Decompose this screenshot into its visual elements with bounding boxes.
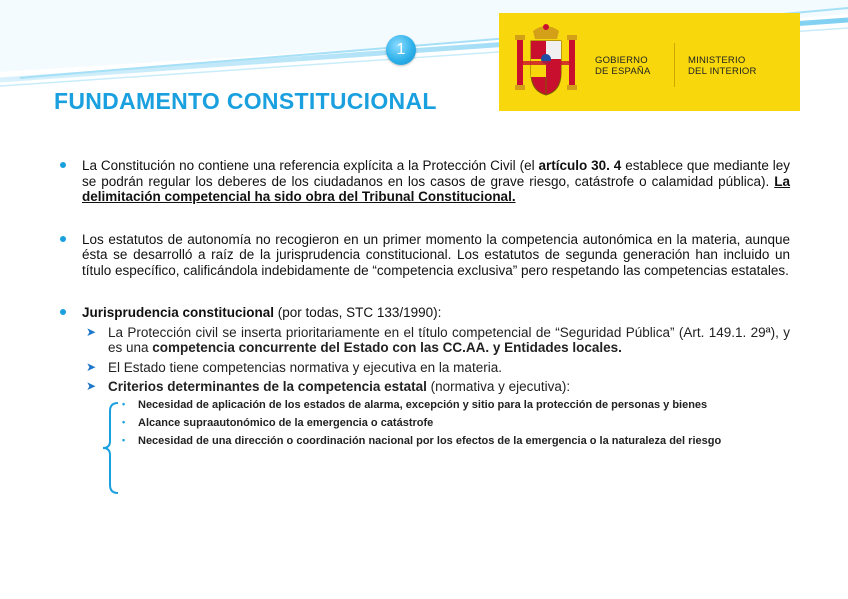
gov-line-2: DE ESPAÑA: [595, 66, 651, 77]
gov-line-1: GOBIERNO: [595, 55, 648, 66]
b1-text-1: La Constitución no contiene una referencia explícita a la Protección Civil (el: [82, 158, 539, 173]
b3-heading: Jurisprudencia constitucional: [82, 305, 275, 320]
bullet-jurisprudencia: [60, 305, 790, 321]
min-line-1: MINISTERIO: [688, 55, 746, 66]
spain-coat-of-arms-icon: [513, 21, 579, 103]
government-logo: [499, 13, 800, 111]
criteria-item: [108, 435, 790, 448]
b1-article: artículo 30. 4: [538, 158, 622, 173]
criteria-list: [108, 399, 790, 448]
small-dot-icon: •: [122, 416, 126, 427]
bullet-constitucion: [60, 158, 790, 205]
criteria-text: Necesidad de una dirección o coordinación nacional por los efectos de la emergencia o la naturaleza del riesgo: [138, 434, 722, 447]
criteria-text: Necesidad de aplicación de los estados de alarma, excepción y sitio para la protección de personas y bienes: [138, 398, 708, 411]
slide-number-badge: 1: [386, 35, 416, 65]
bullet-estatutos: [60, 232, 790, 279]
jurisprudencia-sublist: [82, 325, 790, 395]
ministerio-label: [688, 55, 757, 77]
b1-emphasis: La delimitación competencial ha sido obra del Tribunal Constitucional.: [82, 173, 790, 204]
s3-bold: Criterios determinantes de la competencia estatal: [108, 379, 427, 394]
logo-divider: [674, 43, 675, 87]
s1-text: La Protección civil se inserta prioritariamente en el título competencial de “Seguridad Pública” (Art. 149.1. 29ª), y es una: [108, 324, 790, 355]
brace-icon: [102, 401, 122, 495]
small-dot-icon: •: [122, 434, 126, 445]
criteria-text: Alcance supraautonómico de la emergencia o catástrofe: [138, 416, 434, 429]
min-line-2: DEL INTERIOR: [688, 66, 757, 77]
arrow-right-icon: ➤: [86, 359, 97, 374]
b1-text-3: establece que mediante ley se podrán regular los deberes de los ciudadanos en los casos de grave riesgo, catástrofe o calamidad pública).: [82, 158, 790, 189]
criteria-item: [108, 417, 790, 430]
s3-text: (normativa y ejecutiva):: [426, 379, 571, 394]
sub-item-criterios: [82, 379, 790, 395]
slide-title: FUNDAMENTO CONSTITUCIONAL: [54, 88, 437, 114]
s2-text: El Estado tiene competencias normativa y ejecutiva en la materia.: [108, 359, 502, 375]
sub-item-estado: [82, 360, 790, 376]
slide-content: [60, 158, 790, 453]
b3-text: (por todas, STC 133/1990):: [274, 305, 442, 320]
arrow-right-icon: ➤: [86, 324, 97, 339]
gobierno-de-espana-label: [595, 55, 650, 77]
small-dot-icon: •: [122, 398, 126, 409]
arrow-right-icon: ➤: [86, 379, 97, 393]
b2-text: Los estatutos de autonomía no recogieron en un primer momento la competencia autonómica en la materia, aunque ésta se desarrolló a raíz de la jurisprudencia constitucional. Los estatutos de segunda generación han incluido un título específico, calificándola indebidamente de “competencia exclusiva” pero respetando las competencias estatales.: [82, 231, 790, 278]
sub-item-seguridad: [82, 325, 790, 356]
s1-bold: competencia concurrente del Estado con las CC.AA. y Entidades locales.: [152, 340, 622, 355]
criteria-item: [108, 399, 790, 412]
